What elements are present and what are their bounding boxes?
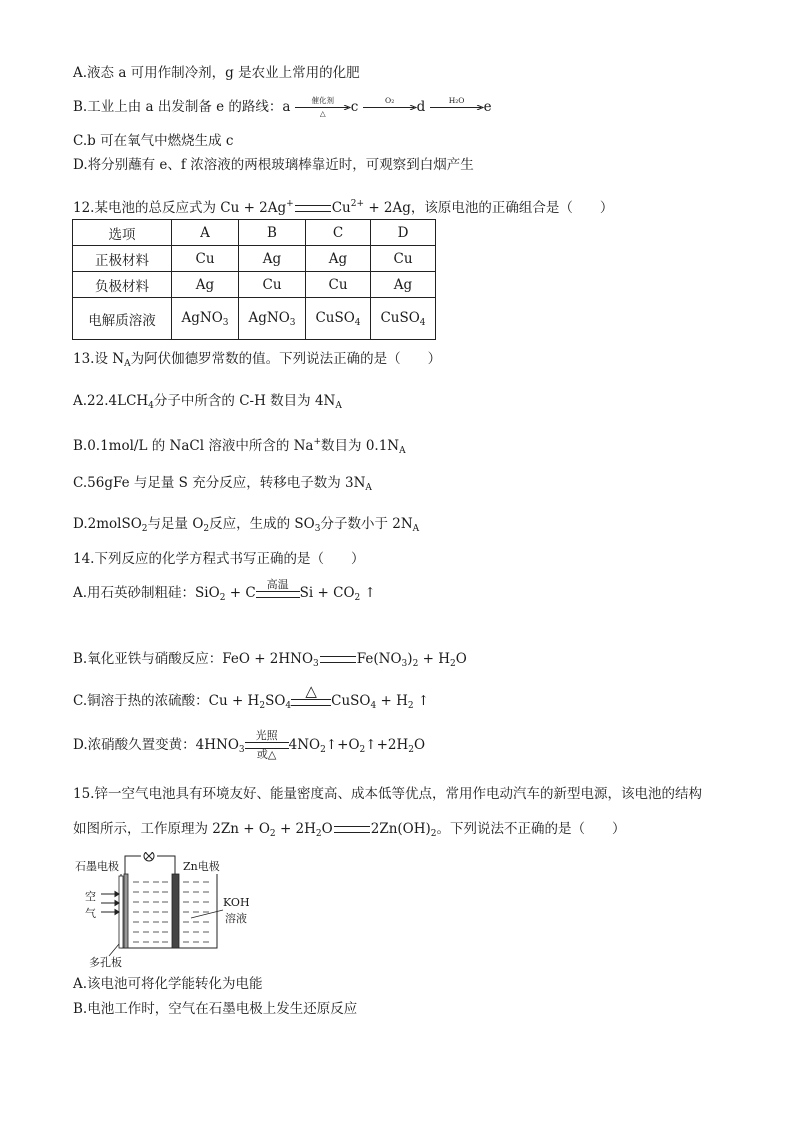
q11-e: e	[483, 99, 492, 115]
q13-option-d: D.2molSO$_2$与足量 $O_2$反应，生成的 $SO_3$分子数小于 $2N_A$	[73, 516, 420, 534]
q11-option-c: C.b 可在氧气中燃烧生成 c	[73, 133, 234, 149]
q14-d-cond-bottom: 或△	[256, 748, 277, 761]
q15-stem-line2: 如图所示，工作原理为 $2Zn + O_2 + 2H_2O$ $2Zn(OH)_2$。下列说法不正确的是（ ）	[73, 821, 626, 839]
q14-c-eq-left: $Cu + H_2SO_4$	[208, 693, 292, 711]
table-cell: 电解质溶液	[73, 298, 172, 340]
q14-option-b	[73, 650, 467, 673]
q11-o2-label: O₂	[385, 96, 395, 105]
table-cell: AgNO$_3$	[239, 298, 306, 340]
q11-option-b	[73, 97, 492, 118]
q13-d-mid2: 反应，生成的 SO	[209, 516, 315, 532]
q11-option-a: A.液态 a 可用作制冷剂，g 是农业上常用的化肥	[73, 65, 360, 81]
q14-b-label: B.氧化亚铁与硝酸反应：	[73, 651, 223, 667]
q12-stem-post: + 2Ag，该原电池的正确组合是（ ）	[364, 200, 614, 216]
q14-b-eq-left: FeO + $2HNO_3$	[222, 651, 319, 669]
q12-stem-pre: 12.某电池的总反应式为 Cu + 2Ag	[73, 200, 287, 216]
table-cell: Cu	[239, 272, 306, 298]
q14-option-a	[73, 578, 376, 609]
q11-catalyst-label: 催化剂	[311, 96, 335, 105]
q11-d: d	[416, 99, 426, 115]
q14-a-eq-right: $Si + CO_2$ ↑	[299, 585, 376, 603]
q15-stem-line1: 15.锌一空气电池具有环境友好、能量密度高、成本低等优点，常用作电动汽车的新型电源，该电池的结构	[73, 786, 702, 802]
q13-b-text: B.0.1mol/L 的 NaCl 溶液中所含的 Na	[73, 438, 314, 454]
q14-c-eq-right: CuSO$_4$ + $H_2$ ↑	[331, 693, 430, 711]
q15-stem2-pre: 如图所示，工作原理为 2Zn + O	[73, 821, 270, 837]
table-cell: A	[172, 220, 239, 246]
q14-d-cond-top: 光照	[255, 729, 278, 742]
q13-b-rest: 数目为 0.1N	[321, 438, 400, 454]
table-cell: Cu	[371, 246, 436, 272]
q14-c-cond-label: △	[305, 682, 317, 700]
zn-electrode-label: Zn电极	[183, 860, 220, 873]
q13-option-a: $A.22.4LCH_4$分子中所含的 C-H 数目为 $4N_A$	[73, 393, 342, 411]
q13-stem-rest: 为阿伏伽德罗常数的值。下列说法正确的是（ ）	[130, 351, 442, 367]
q14-stem: 14.下列反应的化学方程式书写正确的是（ ）	[73, 551, 365, 567]
koh-label: KOH	[223, 896, 250, 909]
q13-a-text: A.22.4LCH	[73, 393, 149, 409]
q12-stem-cu: Cu	[331, 200, 351, 216]
q11-arrow-o2	[363, 97, 417, 118]
q15-option-a: A.该电池可将化学能转化为电能	[73, 976, 263, 992]
table-cell: CuSO$_4$	[371, 298, 436, 340]
table-cell: C	[306, 220, 371, 246]
air-label-1: 空	[85, 890, 96, 903]
table-cell: 选项	[73, 220, 172, 246]
q12-table	[72, 219, 436, 340]
q15-stem2-post: 。下列说法不正确的是（ ）	[436, 821, 626, 837]
solution-label: 溶液	[225, 912, 247, 925]
table-cell: AgNO$_3$	[172, 298, 239, 340]
q14-c-label: C.铜溶于热的浓硫酸：	[73, 693, 209, 709]
q14-a-condition	[256, 579, 300, 598]
q14-d-eq-left: $4HNO_3$	[195, 737, 245, 755]
table-cell: 负极材料	[73, 272, 172, 298]
q11-option-b-prefix: B.工业上由 a 出发制备 e 的路线：a	[73, 99, 291, 115]
q14-option-c	[73, 682, 430, 717]
q15-option-b: B.电池工作时，空气在石墨电极上发生还原反应	[73, 1001, 358, 1017]
table-cell: 正极材料	[73, 246, 172, 272]
table-row	[73, 220, 436, 246]
q14-d-eq-right: $4NO_2↑+O_2↑+2H_2O$	[288, 737, 426, 755]
table-cell: D	[371, 220, 436, 246]
q11-option-d: D.将分别蘸有 e、f 浓溶液的两根玻璃棒靠近时，可观察到白烟产生	[73, 157, 474, 173]
table-cell: Ag	[239, 246, 306, 272]
q11-arrow-h2o	[430, 97, 484, 118]
q13-option-c: C.56gFe 与足量 S 充分反应，转移电子数为 $3N_A$	[73, 475, 372, 493]
q14-a-label: A.用石英砂制粗硅：	[73, 585, 196, 601]
table-cell: CuSO$_4$	[306, 298, 371, 340]
q13-d-text: D.2molSO	[73, 516, 142, 532]
table-cell: B	[239, 220, 306, 246]
battery-diagram	[73, 852, 273, 970]
q13-option-b: B.0.1mol/L 的 NaCl 溶液中所含的 Na+数目为 $0.1N_A$	[73, 437, 406, 456]
q11-c: c	[350, 99, 359, 115]
table-cell: Ag	[172, 272, 239, 298]
q11-h2o-label: H₂O	[448, 96, 465, 105]
q13-c-text: C.56gFe 与足量 S 充分反应，转移电子数为 3N	[73, 475, 366, 491]
table-cell: Ag	[371, 272, 436, 298]
q13-stem-text: 13.设 N	[73, 351, 125, 367]
q14-option-d	[73, 728, 425, 767]
q11-arrow-catalyst	[295, 97, 351, 118]
q14-a-cond-label: 高温	[266, 578, 289, 591]
q13-d-mid: 与足量 O	[147, 516, 204, 532]
air-label-2: 气	[85, 907, 96, 920]
table-cell: Cu	[306, 272, 371, 298]
q13-stem: 13.设 $N_A$为阿伏伽德罗常数的值。下列说法正确的是（ ）	[73, 351, 442, 369]
q13-a-rest: 分子中所含的 C-H 数目为 4N	[153, 393, 336, 409]
porous-plate-label: 多孔板	[89, 956, 122, 969]
q14-d-condition	[245, 730, 289, 761]
q14-d-label: D.浓硝酸久置变黄：	[73, 737, 196, 753]
q11-delta-label: △	[319, 109, 326, 118]
graphite-electrode-label: 石墨电极	[75, 860, 119, 873]
q12-stem: 12.某电池的总反应式为 Cu + 2Ag+ $Cu^{2+} + 2Ag$，该原电池的正确组合是（ ）	[73, 199, 614, 216]
q14-b-eq-right: $Fe(NO_3)_2 + H_2O$	[356, 651, 467, 669]
q13-d-rest: 分子数小于 2N	[320, 516, 413, 532]
table-cell: Ag	[306, 246, 371, 272]
q14-a-eq-left: SiO$_2$ + C	[195, 585, 256, 603]
q14-c-condition	[291, 683, 331, 706]
table-row	[73, 246, 436, 272]
table-row	[73, 298, 436, 340]
table-row	[73, 272, 436, 298]
table-cell: Cu	[172, 246, 239, 272]
